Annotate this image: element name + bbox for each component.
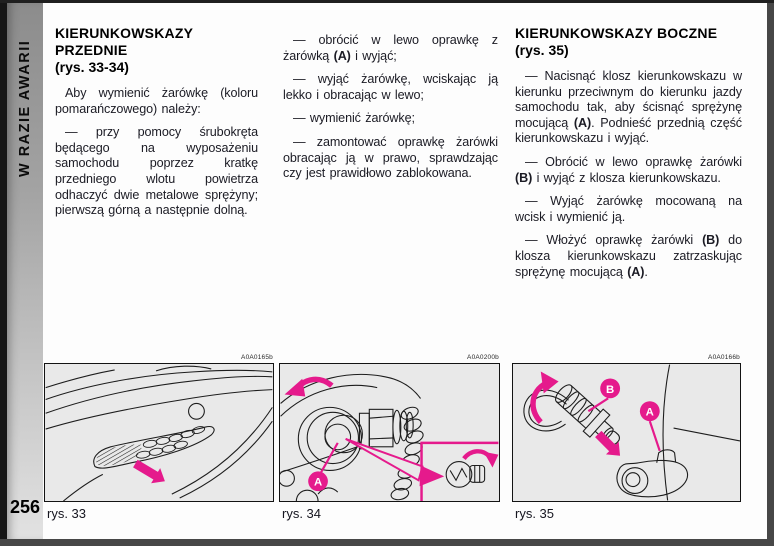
figure-35-illustration	[512, 363, 741, 502]
lens-scallops	[136, 425, 206, 459]
figure-35-code: A0A0166b	[708, 354, 740, 361]
column-side-indicators	[515, 25, 742, 280]
scan-edge-top	[0, 0, 774, 3]
coiled-cable	[390, 405, 425, 501]
paragraph: — obrócić w lewo oprawkę z żarówką (A) i wyjąć;	[283, 33, 498, 63]
body-panel-lines	[663, 365, 740, 501]
paragraph: — przy pomocy śrubokręta będącego na wyposażeniu samochodu poprzez kratkę przedniego wlotu powietrza odhaczyć dwie metalowe sprężyny; pierwszą górną a następnie dolną.	[55, 125, 258, 218]
pull-direction-arrow	[133, 460, 165, 484]
push-arrow	[420, 466, 445, 487]
figure-34	[279, 354, 500, 521]
figure-34-illustration	[279, 363, 500, 502]
label-a-text: A	[645, 406, 654, 419]
section-heading-figref: (rys. 33-34)	[55, 59, 129, 75]
label-b-text: B	[606, 383, 615, 396]
chapter-sidebar	[7, 3, 43, 539]
figure-33-code: A0A0165b	[241, 354, 273, 361]
figure-34-caption: rys. 34	[282, 506, 322, 521]
figure-33-caption: rys. 33	[47, 506, 87, 521]
figure-33-illustration	[44, 363, 274, 502]
callout-pointer	[346, 439, 423, 480]
paragraph: — Nacisnąć klosz kierunkowskazu w kierunku przeciwnym do kierunku jazdy samochodu tak, aby ścisnąć sprężynę mocującą (A). Podnieść przednią część kierunkowskazu i wyjąć.	[515, 69, 742, 146]
bumper-indicator-drawing	[45, 364, 273, 501]
page-number: 256	[9, 497, 41, 517]
figure-35-caption: rys. 35	[515, 506, 555, 521]
paragraph: — Obrócić w lewo oprawkę żarówki (B) i wyjąć z klosza kierunkowskazu.	[515, 154, 742, 185]
section-heading: KIERUNKOWSKAZY BOCZNE	[515, 25, 718, 41]
figure-33	[44, 354, 274, 521]
label-a-callout-line	[650, 421, 660, 451]
label-a-text: A	[313, 476, 323, 489]
scan-edge-right	[767, 0, 774, 546]
bulb-holder-drawing	[280, 364, 499, 501]
paragraph: — zamontować oprawkę żarówki obracając ją w prawo, sprawdzając czy jest prawidłowo zablokowana.	[283, 134, 498, 181]
paragraph: — wymienić żarówkę;	[293, 111, 415, 126]
bulb-inset	[446, 462, 484, 488]
scan-edge-left	[0, 0, 7, 546]
section-heading: KIERUNKOWSKAZY PRZEDNIE	[55, 25, 193, 58]
paragraph: — Włożyć oprawkę żarówki (B) do klosza kierunkowskazu zatrzaskując sprężynę mocującą (A).	[515, 233, 742, 279]
paragraph: — wyjąć żarówkę, wciskając ją lekko i obracając w lewo;	[283, 72, 498, 102]
chapter-title-vertical: W RAZIE AWARII	[17, 39, 33, 178]
figure-35	[512, 354, 741, 521]
paragraph: Aby wymienić żarówkę (koloru pomarańczowego) należy:	[55, 86, 258, 116]
section-heading-figref: (rys. 35)	[515, 42, 569, 58]
paragraph: — Wyjąć żarówkę mocowaną na wcisk i wymienić ją.	[515, 194, 742, 224]
column-front-indicators	[55, 25, 258, 219]
side-indicator-drawing	[513, 364, 740, 501]
figure-34-code: A0A0200b	[467, 354, 499, 361]
indicator-lens-unit	[617, 450, 688, 497]
scan-edge-bottom	[0, 539, 774, 546]
wire-loop	[524, 390, 569, 431]
column-front-indicators-cont	[283, 25, 498, 182]
rotate-left-arrowhead	[285, 379, 306, 397]
rotate-bulb-arrowhead	[484, 452, 499, 468]
bumper-hole	[189, 403, 205, 419]
